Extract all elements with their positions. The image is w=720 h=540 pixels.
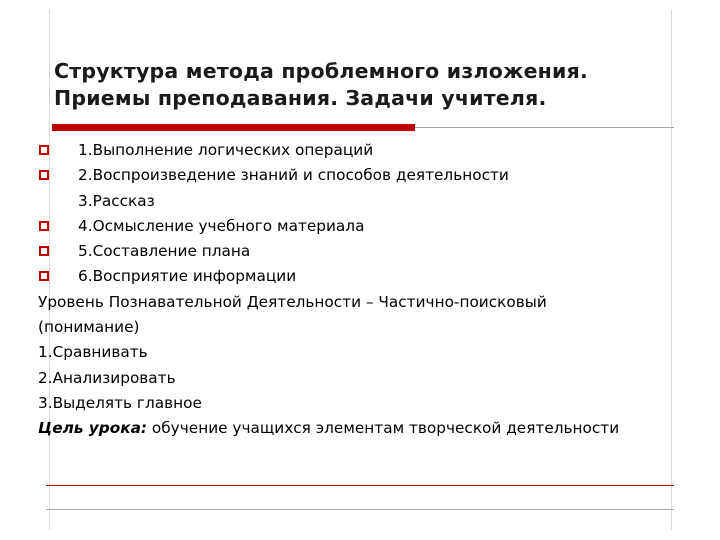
list-item — [38, 264, 678, 289]
step-item: 2.Анализировать — [38, 368, 176, 387]
title-line-2: Приемы преподавания. Задачи учителя. — [54, 86, 547, 110]
footer-rule — [46, 509, 674, 510]
list-item-text: 6.Восприятие информации — [78, 267, 297, 286]
slide-title — [54, 58, 674, 112]
list-item — [38, 163, 678, 188]
list-item-text: 3.Рассказ — [78, 191, 155, 210]
list-item-text: 2.Воспроизведение знаний и способов деятельности — [78, 166, 509, 185]
title-underline-rule — [415, 127, 674, 128]
square-bullet-icon — [39, 221, 49, 231]
cognitive-level-text: Уровень Познавательной Деятельности – Частично-поисковый (понимание) — [38, 292, 547, 337]
square-bullet-icon — [39, 271, 49, 281]
footer-rule-accent — [46, 485, 674, 486]
lesson-goal-text: обучение учащихся элементам творческой деятельности — [147, 419, 620, 438]
square-bullet-icon — [39, 246, 49, 256]
step-item: 1.Сравнивать — [38, 343, 148, 362]
list-item — [38, 138, 678, 163]
step-item: 3.Выделять главное — [38, 393, 202, 412]
title-underline-accent — [52, 124, 415, 131]
list-item-text: 5.Составление плана — [78, 242, 251, 261]
square-bullet-icon — [39, 170, 49, 180]
list-item-text: 1.Выполнение логических операций — [78, 141, 374, 159]
title-line-1: Структура метода проблемного изложения. — [54, 59, 588, 83]
list-item — [38, 214, 678, 239]
slide-body — [38, 138, 678, 442]
lesson-goal-label: Цель урока: — [38, 419, 148, 438]
square-bullet-icon — [39, 145, 49, 155]
list-item — [38, 239, 678, 264]
list-item-continuation — [38, 189, 678, 214]
list-item-text: 4.Осмысление учебного материала — [78, 216, 365, 235]
lesson-goal — [38, 416, 638, 441]
